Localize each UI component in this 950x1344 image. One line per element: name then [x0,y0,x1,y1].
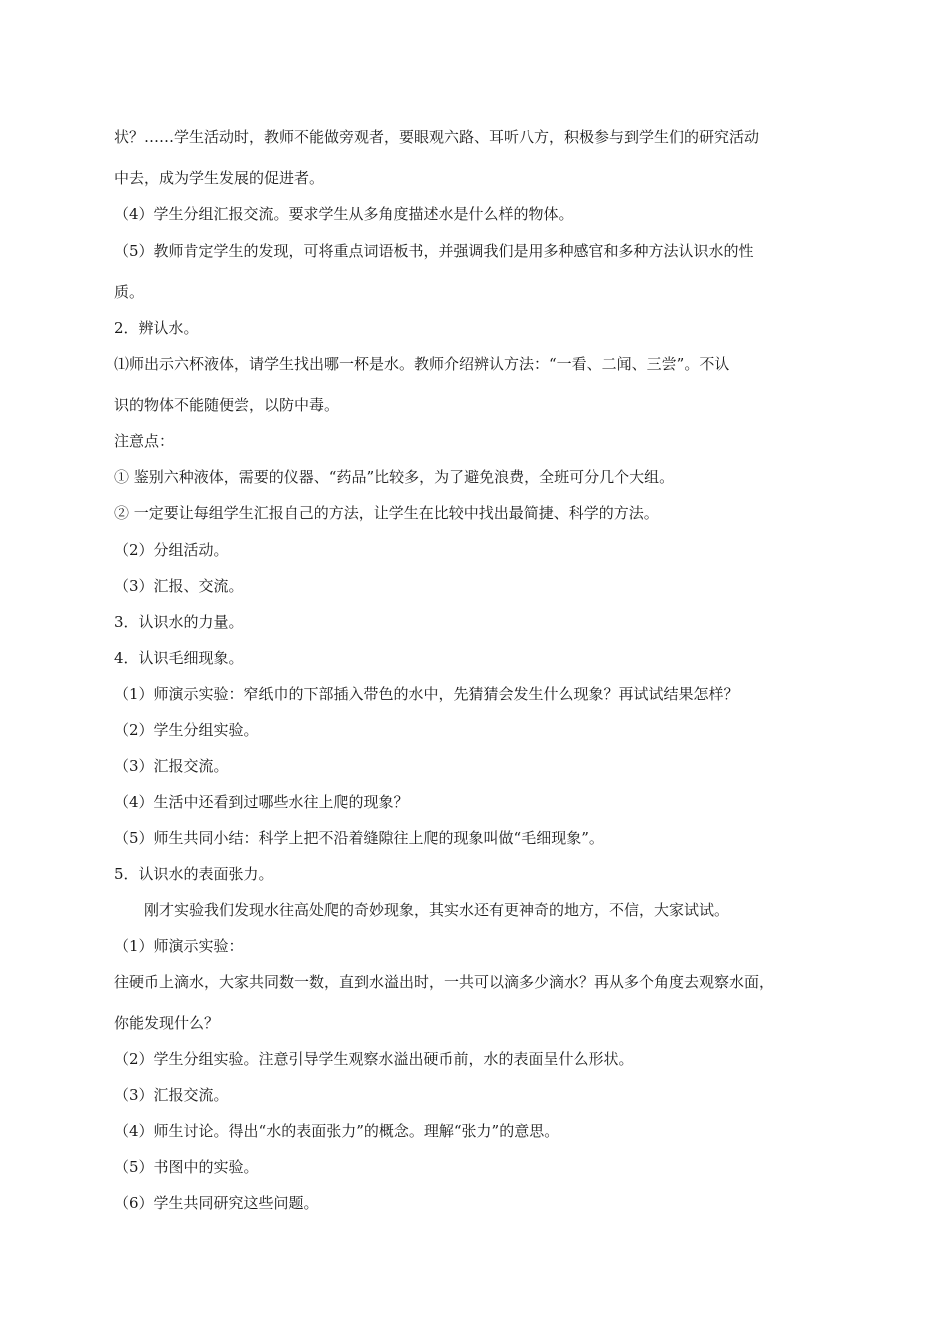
text-line: （2）分组活动。 [114,541,229,559]
text-line: （5）师生共同小结：科学上把不沿着缝隙往上爬的现象叫做“毛细现象”。 [114,829,604,847]
text-line: ① 鉴别六种液体，需要的仪器、“药品”比较多，为了避免浪费，全班可分几个大组。 [114,468,675,486]
text-line: 识的物体不能随便尝，以防中毒。 [114,396,340,414]
text-line: （5）教师肯定学生的发现，可将重点词语板书，并强调我们是用多种感官和多种方法认识水的性 [114,242,754,260]
section-heading: 4．认识毛细现象。 [114,649,244,667]
text-line: （1）师演示实验：窄纸巾的下部插入带色的水中，先猜猜会发生什么现象？再试试结果怎样？ [114,685,739,703]
text-line: ⑴师出示六杯液体，请学生找出哪一杯是水。教师介绍辨认方法：“一看、二闻、三尝”。不认 [114,355,730,373]
text-line: 中去，成为学生发展的促进者。 [114,169,325,187]
text-line: 往硬币上滴水，大家共同数一数，直到水溢出时，一共可以滴多少滴水？再从多个角度去观察水面， [114,973,775,991]
text-line: （5）书图中的实验。 [114,1158,259,1176]
text-line: （1）师演示实验： [114,937,244,955]
section-heading: 5．认识水的表面张力。 [114,865,274,883]
text-line: （2）学生分组实验。注意引导学生观察水溢出硬币前，水的表面呈什么形状。 [114,1050,634,1068]
text-line: 刚才实验我们发现水往高处爬的奇妙现象，其实水还有更神奇的地方，不信，大家试试。 [144,901,730,919]
text-line: 状？……学生活动时，教师不能做旁观者，要眼观六路、耳听八方，积极参与到学生们的研究活动 [114,128,760,146]
text-line: （6）学生共同研究这些问题。 [114,1194,319,1212]
text-line: 质。 [114,283,145,301]
text-line: 你能发现什么？ [114,1014,220,1032]
text-line: （3）汇报交流。 [114,757,229,775]
text-line: （3）汇报、交流。 [114,577,244,595]
text-line: ② 一定要让每组学生汇报自己的方法，让学生在比较中找出最简捷、科学的方法。 [114,504,659,522]
text-line: （3）汇报交流。 [114,1086,229,1104]
text-line: 注意点： [114,432,175,450]
text-line: （4）师生讨论。得出“水的表面张力”的概念。理解“张力”的意思。 [114,1122,560,1140]
text-line: （4）生活中还看到过哪些水往上爬的现象？ [114,793,409,811]
section-heading: 2．辨认水。 [114,319,199,337]
text-line: （4）学生分组汇报交流。要求学生从多角度描述水是什么样的物体。 [114,205,574,223]
section-heading: 3．认识水的力量。 [114,613,244,631]
text-line: （2）学生分组实验。 [114,721,259,739]
